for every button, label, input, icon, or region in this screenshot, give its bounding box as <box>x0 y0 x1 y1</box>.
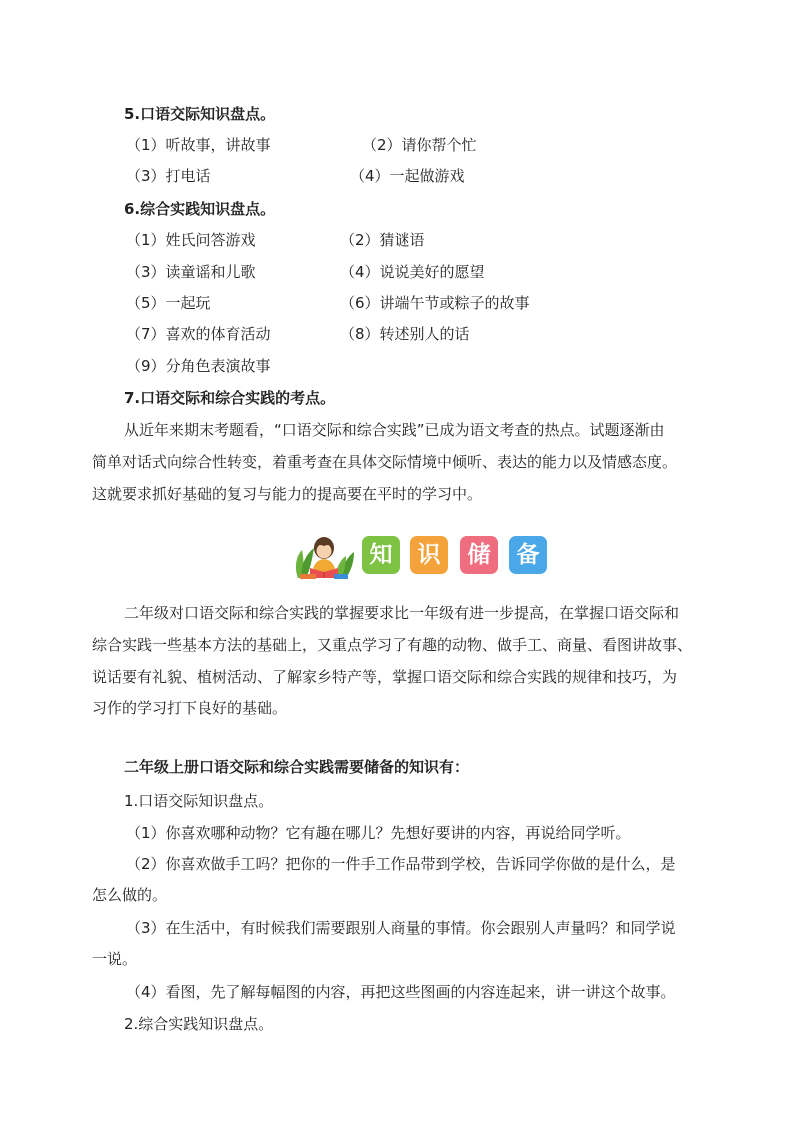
paragraph-line: 习作的学习打下良好的基础。 <box>92 699 288 717</box>
list-item: （7）喜欢的体育活动 <box>126 325 271 343</box>
list-item: （4）说说美好的愿望 <box>340 263 485 281</box>
paragraph-line: 一说。 <box>92 950 138 968</box>
paragraph-line: 从近年来期末考题看，“口语交际和综合实践”已成为语文考查的热点。试题逐渐由 <box>124 421 665 439</box>
banner-char: 储 <box>460 536 498 574</box>
banner-char: 识 <box>410 536 448 574</box>
paragraph-line: 怎么做的。 <box>92 886 168 904</box>
knowledge-heading: 二年级上册口语交际和综合实践需要储备的知识有： <box>124 758 470 776</box>
list-item: （2）请你帮个忙 <box>362 136 477 154</box>
paragraph-line: 这就要求抓好基础的复习与能力的提高要在平时的学习中。 <box>92 485 483 503</box>
list-item: （3）读童谣和儿歌 <box>126 263 256 281</box>
paragraph-line: 说话要有礼貌、植树活动、了解家乡特产等，掌握口语交际和综合实践的规律和技巧，为 <box>92 668 678 686</box>
paragraph-line: （2）你喜欢做手工吗？把你的一件手工作品带到学校，告诉同学你做的是什么，是 <box>126 855 676 873</box>
subheading: 2.综合实践知识盘点。 <box>124 1015 274 1033</box>
banner-char: 备 <box>509 536 547 574</box>
list-item: （1）姓氏问答游戏 <box>126 231 256 249</box>
paragraph-line: （1）你喜欢哪种动物？它有趣在哪儿？先想好要讲的内容，再说给同学听。 <box>126 824 631 842</box>
list-item: （8）转述别人的话 <box>340 325 470 343</box>
paragraph-line: 简单对话式向综合性转变，着重考查在具体交际情境中倾听、表达的能力以及情感态度。 <box>92 453 678 471</box>
list-item: （4）一起做游戏 <box>350 167 465 185</box>
list-item: （9）分角色表演故事 <box>126 357 271 375</box>
list-item: （2）猜谜语 <box>340 231 425 249</box>
list-item: （6）讲端午节或粽子的故事 <box>340 294 530 312</box>
girl-reading-icon <box>292 534 356 580</box>
paragraph-line: 二年级对口语交际和综合实践的掌握要求比一年级有进一步提高，在掌握口语交际和 <box>124 604 680 622</box>
section-5-heading: 5.口语交际知识盘点。 <box>124 105 276 123</box>
knowledge-reserve-banner <box>292 534 554 580</box>
paragraph-line: （3）在生活中，有时候我们需要跟别人商量的事情。你会跟别人声量吗？和同学说 <box>126 919 676 937</box>
list-item: （3）打电话 <box>126 167 211 185</box>
section-6-heading: 6.综合实践知识盘点。 <box>124 200 276 218</box>
list-item: （1）听故事，讲故事 <box>126 136 271 154</box>
banner-char: 知 <box>362 536 400 574</box>
list-item: （5）一起玩 <box>126 294 211 312</box>
paragraph-line: （4）看图，先了解每幅图的内容，再把这些图画的内容连起来，讲一讲这个故事。 <box>126 983 676 1001</box>
subheading: 1.口语交际知识盘点。 <box>124 792 274 810</box>
section-7-heading: 7.口语交际和综合实践的考点。 <box>124 389 336 407</box>
paragraph-line: 综合实践一些基本方法的基础上，又重点学习了有趣的动物、做手工、商量、看图讲故事、 <box>92 636 693 654</box>
